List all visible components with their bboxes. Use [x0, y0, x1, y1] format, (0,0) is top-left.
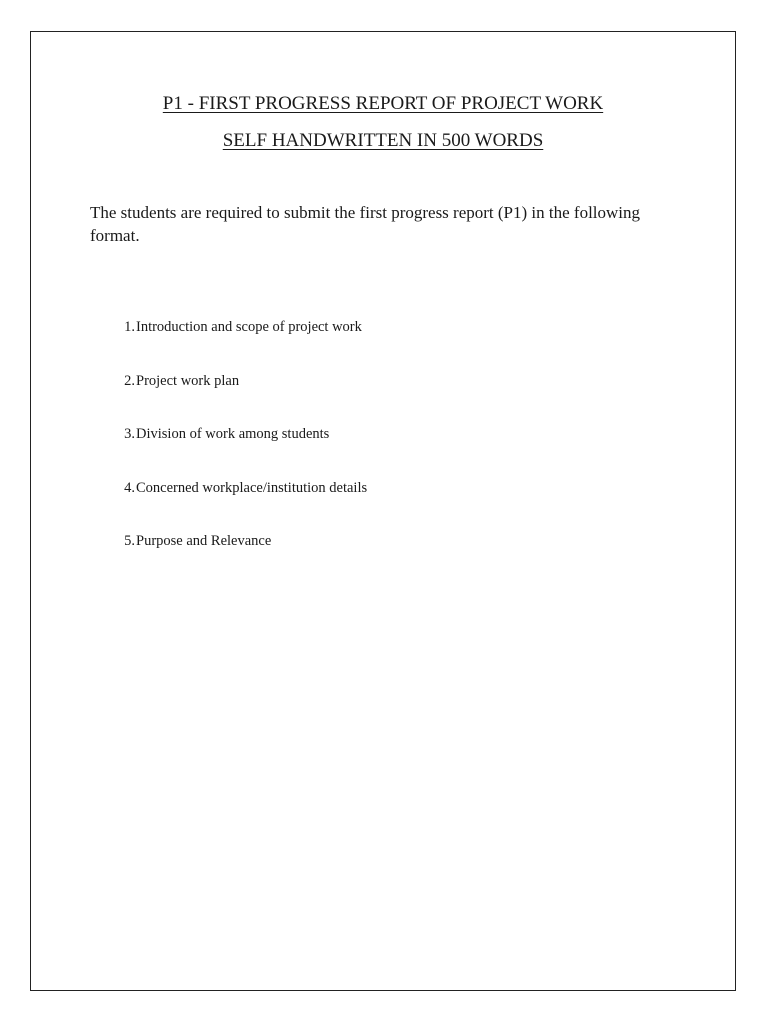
document-subtitle: SELF HANDWRITTEN IN 500 WORDS	[222, 130, 544, 151]
intro-paragraph: The students are required to submit the first progress report (P1) in the following format.	[90, 203, 641, 245]
list-item-number: 2.	[124, 372, 135, 389]
list-item	[90, 425, 330, 479]
requirements-list	[90, 318, 368, 586]
list-item	[90, 479, 368, 533]
list-item	[90, 318, 362, 372]
list-item-number: 1.	[124, 319, 135, 335]
list-item-text: Introduction and scope of project work	[136, 319, 362, 335]
list-item-number: 5.	[124, 533, 135, 549]
list-item-text: Purpose and Relevance	[136, 533, 272, 549]
list-item-number: 3.	[124, 426, 135, 442]
document-title: P1 - FIRST PROGRESS REPORT OF PROJECT WORK	[162, 93, 604, 114]
list-item	[90, 372, 240, 426]
list-item-text: Division of work among students	[136, 426, 330, 442]
list-item-number: 4.	[124, 479, 135, 496]
list-item	[90, 532, 272, 586]
list-item-text: Project work plan	[136, 372, 240, 389]
page-border	[30, 31, 736, 991]
list-item-text: Concerned workplace/institution details	[136, 479, 368, 496]
